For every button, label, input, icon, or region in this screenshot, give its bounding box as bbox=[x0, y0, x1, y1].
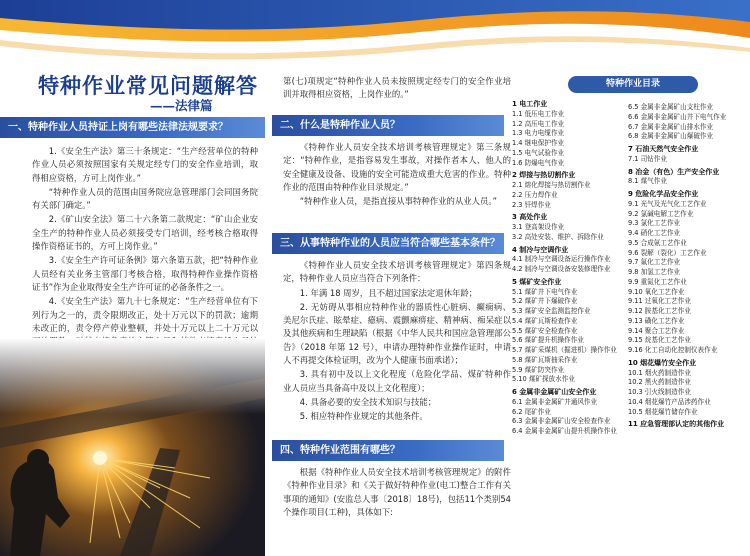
catalog-category: 11 应急管理部认定的其他作业 bbox=[628, 420, 725, 429]
catalog-item: 3.2 高处安装、维护、拆除作业 bbox=[512, 232, 604, 241]
catalog-item: 6.4 金属非金属矿山提升机操作作业 bbox=[512, 427, 617, 435]
paragraph: 3. 具有初中及以上文化程度（危险化学品、煤矿特种作业人员应当具备高中及以上文化程度）； bbox=[283, 369, 511, 393]
section-body-1 bbox=[32, 145, 258, 363]
catalog-item: 9.8 加氢工艺作业 bbox=[628, 268, 681, 276]
catalog-item: 9.3 氯化工艺作业 bbox=[628, 219, 681, 228]
section-heading-1: 一、特种作业人员持证上岗有哪些法律法规要求？ bbox=[0, 117, 265, 138]
catalog-item: 5.6 煤矿提升机操作作业 bbox=[512, 336, 584, 345]
catalog-item: 4.2 制冷与空调设备安装修理作业 bbox=[512, 265, 611, 273]
catalog-item: 9.4 硝化工艺作业 bbox=[628, 229, 681, 237]
catalog-category: 1 电工作业 bbox=[512, 100, 548, 108]
catalog-item: 1.3 电力电缆作业 bbox=[512, 129, 565, 138]
paragraph: 4.《安全生产法》第九十七条规定：“生产经营单位有下列行为之一的，责令限期改正，处十万元以下的罚款；逾期未改正的，责令停产停业整顿，并处十万元以上二十万元以 bbox=[32, 296, 258, 333]
paragraph: 2.《矿山安全法》第二十六条第二款规定：“矿山企业安全生产的特种作业人员必须接受专门培训，经考核合格取得操作资格证书的，方可上岗作业。” bbox=[32, 214, 258, 252]
catalog-item: 3.1 登高架设作业 bbox=[512, 223, 565, 231]
section-heading-4: 四、特种作业范围有哪些？ bbox=[272, 440, 504, 461]
paragraph: 5. 相应特种作业规定的其他条件。 bbox=[299, 411, 428, 422]
catalog-item: 9.5 合成氨工艺作业 bbox=[628, 238, 687, 247]
catalog-item: 6.8 金属非金属矿山爆破作业 bbox=[628, 132, 714, 141]
catalog-item: 1.1 低压电工作业 bbox=[512, 109, 565, 118]
paragraph: 第(七)项规定“特种作业人员未按照规定经专门的安全作业培训并取得相应资格，上岗作业的。” bbox=[283, 76, 511, 100]
catalog-category: 2 焊接与热切割作业 bbox=[512, 171, 576, 180]
catalog-item: 9.10 氧化工艺作业 bbox=[628, 287, 685, 296]
catalog-item: 4.1 制冷与空调设备运行操作作业 bbox=[512, 255, 611, 264]
catalog-column-right bbox=[628, 103, 746, 430]
page-subtitle: ——法律篇 bbox=[150, 98, 213, 113]
catalog-item: 9.12 胺基化工艺作业 bbox=[628, 307, 691, 315]
catalog-category: 8 冶金（有色）生产安全作业 bbox=[628, 167, 720, 176]
catalog-item: 10.1 烟火药制造作业 bbox=[628, 368, 691, 377]
catalog-category: 6 金属非金属矿山安全作业 bbox=[512, 388, 597, 396]
section-body-2 bbox=[283, 141, 511, 209]
catalog-item: 7.1 司钻作业 bbox=[628, 154, 667, 163]
section-body-3 bbox=[283, 259, 511, 425]
catalog-item: 5.1 煤矿井下电气作业 bbox=[512, 287, 578, 296]
catalog-category: 4 制冷与空调作业 bbox=[512, 245, 569, 254]
section-body-4 bbox=[283, 466, 511, 520]
catalog-item: 8.1 煤气作业 bbox=[628, 177, 667, 186]
catalog-item: 5.5 煤矿安全检查作业 bbox=[512, 326, 578, 335]
catalog-item: 6.2 尾矿作业 bbox=[512, 407, 551, 416]
catalog-item: 1.2 高压电工作业 bbox=[512, 119, 565, 128]
catalog-item: 5.3 煤矿安全监测监控作业 bbox=[512, 307, 591, 315]
catalog-category: 9 危险化学品安全作业 bbox=[628, 190, 699, 198]
catalog-item: 6.6 金属非金属矿山井下电气作业 bbox=[628, 112, 727, 121]
catalog-item: 6.5 金属非金属矿山支柱作业 bbox=[628, 103, 714, 111]
catalog-item: 2.1 熔化焊接与热切割作业 bbox=[512, 181, 591, 189]
catalog-item: 10.3 引火线制造作业 bbox=[628, 388, 691, 396]
catalog-title: 特种作业目录 bbox=[568, 76, 698, 93]
catalog-item: 5.10 煤矿探放水作业 bbox=[512, 375, 575, 384]
catalog-item: 9.15 烷基化工艺作业 bbox=[628, 336, 691, 345]
paragraph: 《特种作业人员安全技术培训考核管理规定》第四条规定，特种作业人员应当符合下列条件： bbox=[283, 260, 511, 284]
catalog-item: 9.7 氟化工艺作业 bbox=[628, 258, 681, 267]
catalog-item: 9.13 磺化工艺作业 bbox=[628, 316, 685, 325]
catalog-item: 5.9 煤矿防突作业 bbox=[512, 365, 565, 374]
catalog-category: 5 煤矿安全作业 bbox=[512, 277, 562, 286]
paragraph: 根据《特种作业人员安全技术培训考核管理规定》的附件《特种作业目录》和《关于做好特种作业(电工)整合工作有关事项的通知》(安监总人事〔2018〕18号)，包括11个类别54个操作项目(工种)，具体如下: bbox=[283, 467, 511, 517]
catalog-item: 1.6 防爆电气作业 bbox=[512, 158, 565, 167]
section-continuation bbox=[283, 75, 511, 103]
catalog-item: 9.14 聚合工艺作业 bbox=[628, 326, 685, 335]
paragraph: 《特种作业人员安全技术培训考核管理规定》第三条规定：“特种作业，是指容易发生事故，对操作者本人、他人的安全健康及设备、设施的安全可能造成重大危害的作业。特种作业的范围由特种作业目录规定。” bbox=[283, 142, 511, 192]
catalog-item: 6.7 金属非金属矿山排水作业 bbox=[628, 122, 714, 131]
catalog-item: 1.5 电气试验作业 bbox=[512, 148, 565, 157]
catalog-category: 3 高处作业 bbox=[512, 213, 548, 222]
catalog-item: 1.4 继电保护作业 bbox=[512, 139, 565, 147]
paragraph: 1.《安全生产法》第三十条规定：“生产经营单位的特种作业人员必须按照国家有关规定经专门的安全作业培训，取得相应资格，方可上岗作业。” bbox=[32, 146, 258, 183]
catalog-item: 6.1 金属非金属矿井通风作业 bbox=[512, 397, 598, 406]
paragraph: “特种作业人员的范围由国务院应急管理部门会同国务院有关部门确定。” bbox=[32, 186, 258, 211]
paragraph: “特种作业人员，是指直接从事特种作业的从业人员。” bbox=[299, 196, 497, 207]
catalog-item: 5.4 煤矿瓦斯检查作业 bbox=[512, 316, 578, 325]
catalog-item: 5.8 煤矿瓦斯抽采作业 bbox=[512, 355, 578, 364]
section-heading-2: 二、什么是特种作业人员？ bbox=[272, 115, 504, 136]
catalog-item: 9.9 重氮化工艺作业 bbox=[628, 277, 687, 286]
catalog-item: 2.3 钎焊作业 bbox=[512, 200, 551, 209]
page-title: 特种作业常见问题解答 bbox=[38, 74, 258, 98]
catalog-column-left bbox=[512, 100, 624, 437]
catalog-item: 9.16 化工自动化控制仪表作业 bbox=[628, 346, 718, 354]
catalog-item: 9.1 光气及光气化工艺作业 bbox=[628, 199, 707, 208]
paragraph: 1. 年满 18 周岁，且不超过国家法定退休年龄； bbox=[299, 287, 478, 298]
catalog-category: 10 烟花爆竹安全作业 bbox=[628, 358, 697, 367]
catalog-category: 7 石油天然气安全作业 bbox=[628, 145, 699, 153]
top-decorative-wave bbox=[0, 0, 750, 80]
paragraph: 3.《安全生产许可证条例》第六条第五款，把“特种作业人员经有关业务主管部门考核合格，取得特种作业操作资格证书”作为企业取得安全生产许可证的必备条件之一。 bbox=[32, 255, 258, 292]
catalog-item: 10.2 黑火药制造作业 bbox=[628, 378, 691, 387]
catalog-item: 6.3 金属非金属矿山安全检查作业 bbox=[512, 417, 611, 426]
catalog-item: 9.11 过氧化工艺作业 bbox=[628, 297, 691, 306]
paragraph: 2. 无妨碍从事相应特种作业的器质性心脏病、癫痫病、美尼尔氏症、眩晕症、癔病、震颤麻痹症、精神病、痴呆症以及其他疾病和生理缺陷（根据《中华人民共和国应急管理部公告》（2018 年第 12 号），申请办理特种作业操作证时，申请人不再提交体检证明，改为个人健康书面承诺）； bbox=[283, 301, 511, 366]
catalog-item: 10.4 烟花爆竹产品涉药作业 bbox=[628, 397, 711, 406]
catalog-item: 5.7 煤矿采煤机（掘进机）操作作业 bbox=[512, 346, 617, 354]
paragraph: 4. 具备必要的安全技术知识与技能； bbox=[299, 396, 437, 407]
catalog-item: 9.6 裂解（裂化）工艺作业 bbox=[628, 248, 707, 257]
catalog-item: 5.2 煤矿井下爆破作业 bbox=[512, 297, 578, 306]
catalog-item: 10.5 烟花爆竹储存作业 bbox=[628, 407, 698, 416]
catalog-item: 2.2 压力焊作业 bbox=[512, 190, 558, 199]
section-heading-3: 三、从事特种作业的人员应当符合哪些基本条件？ bbox=[272, 233, 504, 254]
welder-sparks-photo bbox=[0, 338, 265, 556]
catalog-item: 9.2 氯碱电解工艺作业 bbox=[628, 209, 694, 218]
